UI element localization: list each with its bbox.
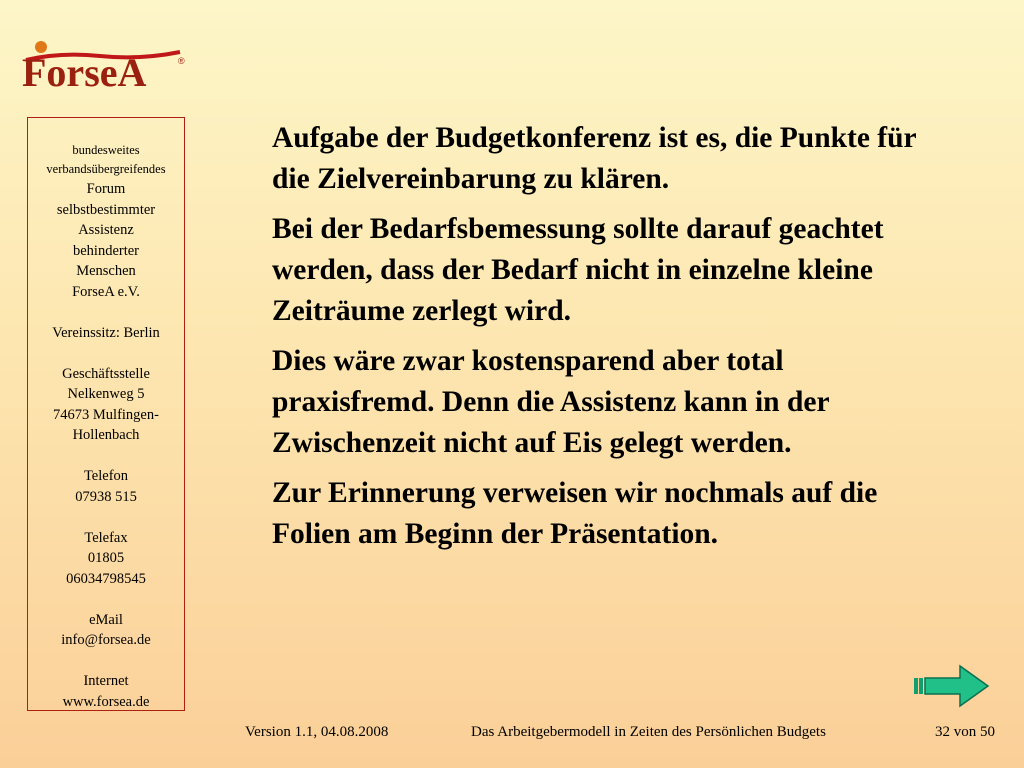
sidebar-spacer bbox=[28, 507, 184, 528]
body-paragraph: Dies wäre zwar kostensparend aber total praxisfremd. Denn die Assistenz kann in der Zwischenzeit nicht auf Eis gelegt werden. bbox=[272, 345, 830, 459]
sidebar-line: info@forsea.de bbox=[61, 632, 151, 648]
sidebar-line: 74673 Mulfingen- bbox=[53, 406, 159, 423]
sidebar-spacer bbox=[28, 446, 184, 467]
sidebar-line: behinderter bbox=[72, 242, 140, 259]
sidebar-line: 06034798545 bbox=[66, 570, 146, 587]
slide-body bbox=[272, 118, 952, 564]
sidebar-line: verbandsübergreifendes bbox=[46, 162, 166, 176]
sidebar-line: Menschen bbox=[76, 263, 136, 279]
sidebar-line: 01805 bbox=[87, 550, 125, 566]
sidebar-line: bundesweites bbox=[72, 143, 140, 157]
sidebar-line: Telefon bbox=[83, 468, 129, 484]
sidebar-spacer bbox=[28, 343, 184, 364]
forsea-logo bbox=[20, 40, 190, 92]
sidebar-line: 07938 515 bbox=[75, 488, 137, 505]
svg-text:ForseA: ForseA bbox=[22, 50, 147, 92]
sidebar-line: Assistenz bbox=[78, 222, 134, 238]
sidebar-line: Hollenbach bbox=[72, 427, 140, 443]
footer-title: Das Arbeitgebermodell in Zeiten des Persönlichen Budgets bbox=[471, 724, 826, 740]
sidebar-line: www.forsea.de bbox=[62, 693, 150, 710]
next-slide-button[interactable] bbox=[912, 662, 992, 710]
sidebar-line: eMail bbox=[89, 611, 123, 628]
sidebar-line: Telefax bbox=[84, 529, 128, 546]
contact-sidebar bbox=[27, 117, 185, 711]
sidebar-spacer bbox=[28, 651, 184, 672]
arrow-right-icon bbox=[912, 662, 992, 710]
body-paragraph: Aufgabe der Budgetkonferenz ist es, die Punkte für die Zielvereinbarung zu klären. bbox=[272, 122, 917, 195]
footer-page-number: 32 von 50 bbox=[935, 724, 995, 740]
sidebar-spacer bbox=[28, 302, 184, 323]
sidebar-line: Geschäftsstelle bbox=[62, 365, 150, 382]
sidebar-line: selbstbestimmter bbox=[56, 201, 156, 218]
footer-version: Version 1.1, 04.08.2008 bbox=[245, 724, 389, 740]
sidebar-line: Internet bbox=[83, 673, 129, 689]
body-paragraph: Bei der Bedarfsbemessung sollte darauf geachtet werden, dass der Bedarf nicht in einzelne kleine Zeiträume zerlegt wird. bbox=[272, 213, 884, 327]
sidebar-line: ForseA e.V. bbox=[72, 283, 140, 300]
sidebar-spacer bbox=[28, 589, 184, 610]
sidebar-line: Vereinssitz: Berlin bbox=[52, 324, 160, 341]
svg-text:®: ® bbox=[178, 56, 185, 66]
sidebar-line: Nelkenweg 5 bbox=[67, 386, 145, 402]
sidebar-line: Forum bbox=[86, 181, 126, 197]
body-paragraph: Zur Erinnerung verweisen wir nochmals auf die Folien am Beginn der Präsentation. bbox=[272, 477, 878, 550]
